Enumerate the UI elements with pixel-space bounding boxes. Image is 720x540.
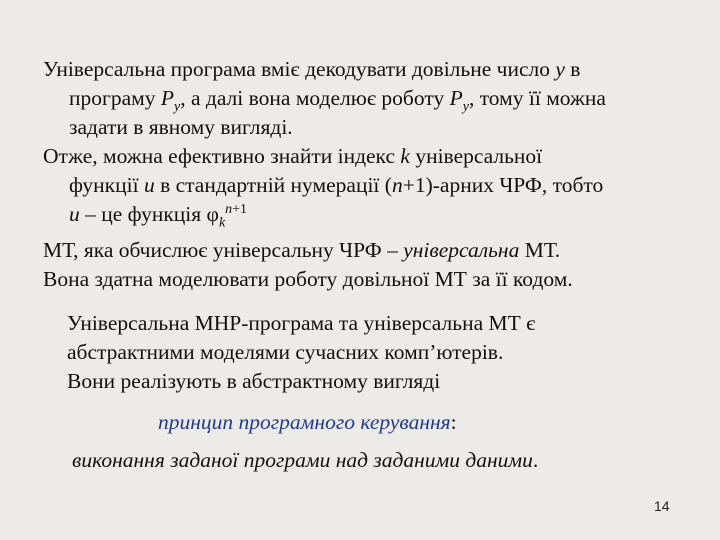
colon: : bbox=[450, 410, 457, 434]
superscript-plus-one: +1 bbox=[232, 201, 248, 217]
text-line bbox=[43, 200, 693, 229]
paragraph-universal-program bbox=[43, 55, 693, 142]
subscript-y: y bbox=[174, 99, 181, 115]
text: функції bbox=[69, 173, 144, 197]
page-number: 14 bbox=[654, 498, 670, 514]
text: програму bbox=[69, 86, 161, 110]
subscript-k: k bbox=[218, 215, 226, 231]
text: – це функція bbox=[79, 202, 207, 226]
variable-p: P bbox=[449, 86, 463, 110]
paragraph-index-k bbox=[43, 142, 693, 229]
text-line: Універсальна МНР-програма та універсальна МТ є bbox=[67, 311, 536, 335]
text: МТ, яка обчислює універсальну ЧРФ – bbox=[43, 238, 404, 262]
variable-p: P bbox=[160, 86, 174, 110]
variable-u: u bbox=[69, 202, 80, 226]
period: . bbox=[532, 448, 539, 472]
superscript bbox=[225, 202, 247, 217]
text-line: Вони реалізують в абстрактному вигляді bbox=[67, 369, 441, 393]
text-line: Вона здатна моделювати роботу довільної МТ за її кодом. bbox=[43, 267, 573, 291]
phi-symbol: φ bbox=[206, 202, 219, 226]
text: +1)-арних ЧРФ, тобто bbox=[402, 173, 604, 197]
text-line bbox=[43, 84, 693, 113]
subscript-y: y bbox=[462, 99, 469, 115]
text: МТ. bbox=[519, 238, 561, 262]
text: , тому її можна bbox=[468, 86, 606, 110]
execution-text: виконання заданої програми над заданими даними bbox=[72, 448, 533, 472]
variable-n: n bbox=[391, 173, 403, 197]
text-line bbox=[43, 236, 693, 265]
superscript-n: n bbox=[225, 201, 233, 217]
text: Універсальна програма вміє декодувати довільне число bbox=[43, 57, 556, 81]
text: універсальної bbox=[409, 144, 543, 168]
execution-line bbox=[72, 446, 720, 475]
text: Отже, можна ефективно знайти індекс bbox=[43, 144, 401, 168]
text-line: абстрактними моделями сучасних комп’ютерів. bbox=[67, 340, 504, 364]
variable-y: y bbox=[555, 57, 565, 81]
variable-u: u bbox=[143, 173, 155, 197]
text-line bbox=[43, 171, 693, 200]
paragraph-abstract-models bbox=[67, 309, 717, 396]
principle-text: принцип програмного керування bbox=[158, 410, 451, 434]
text: , а далі вона моделює роботу bbox=[180, 86, 450, 110]
variable-k: k bbox=[400, 144, 410, 168]
text-line: задати в явному вигляді. bbox=[69, 115, 293, 139]
text: в bbox=[564, 57, 581, 81]
paragraph-universal-tm bbox=[43, 236, 693, 294]
text: в стандартній нумерації ( bbox=[154, 173, 392, 197]
principle-line bbox=[158, 408, 720, 437]
italic-term: універсальна bbox=[403, 238, 520, 262]
text-line bbox=[43, 55, 693, 84]
text-line bbox=[43, 142, 693, 171]
